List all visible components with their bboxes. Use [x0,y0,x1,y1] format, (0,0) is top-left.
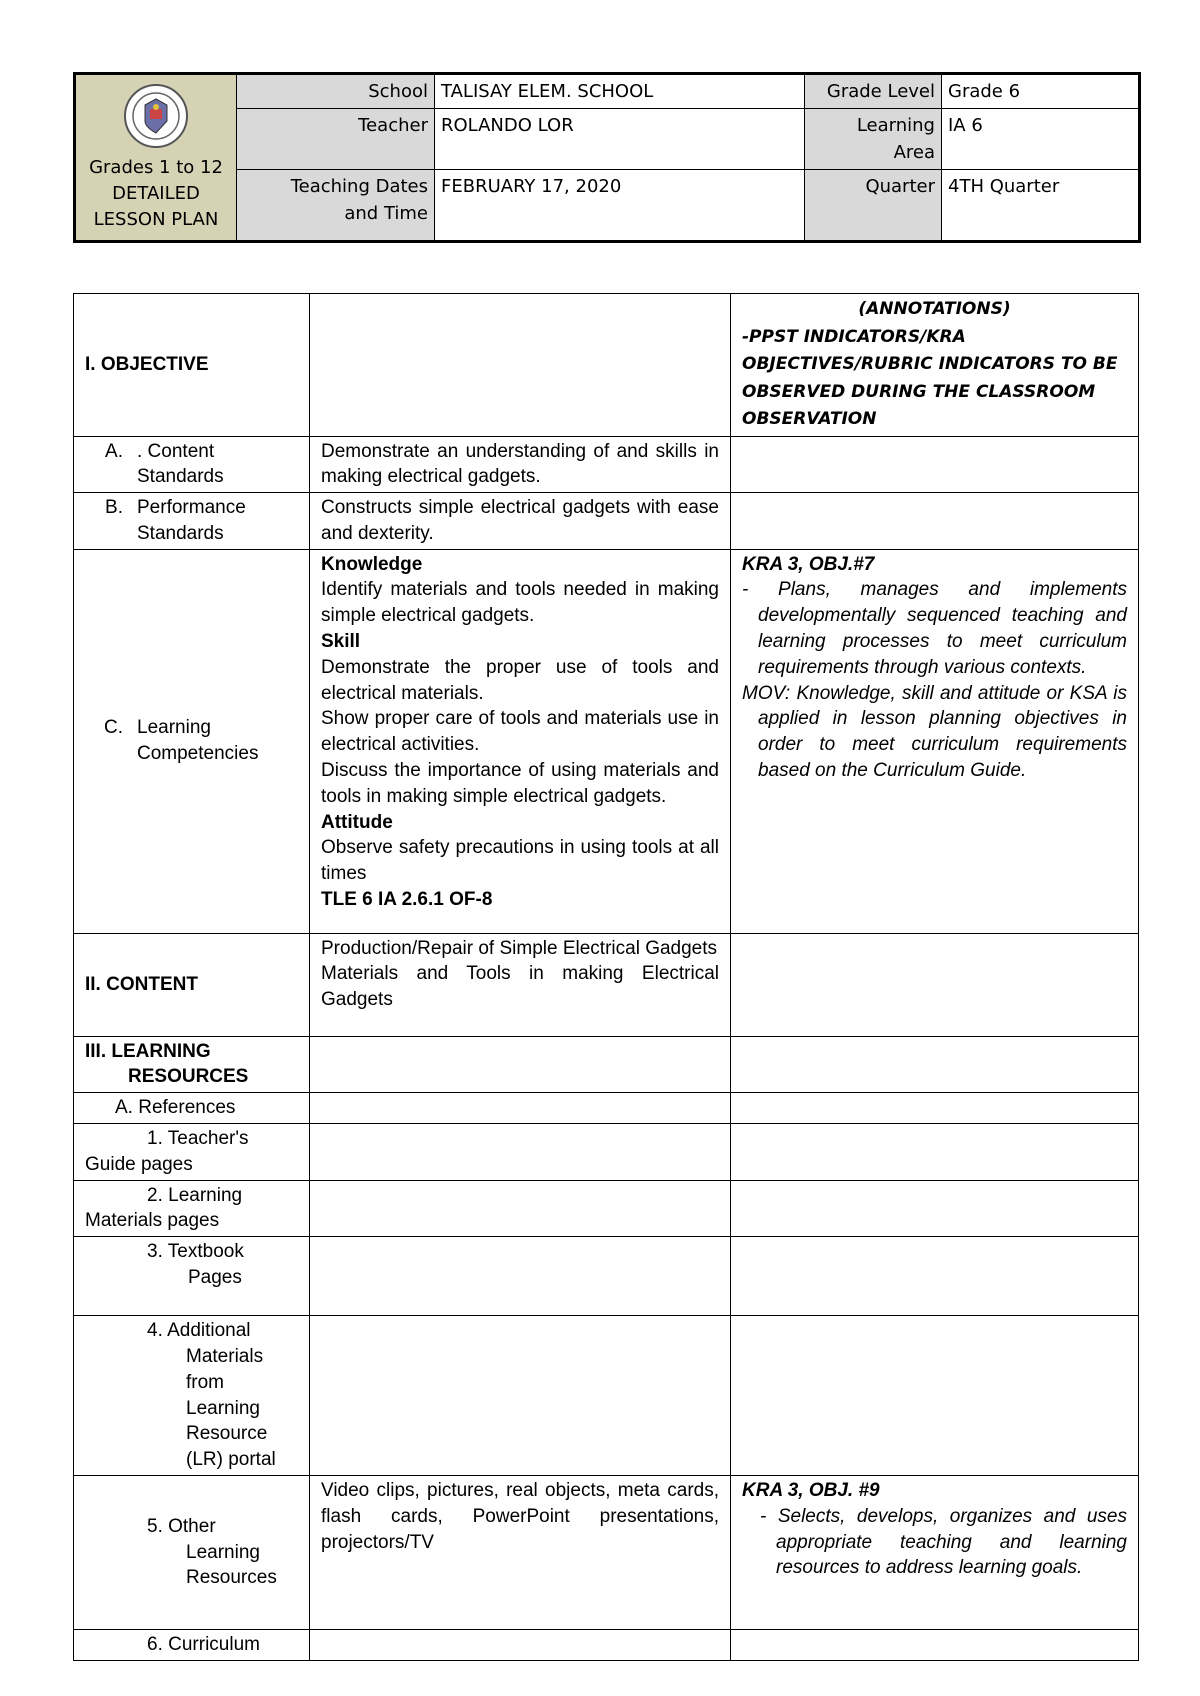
curriculum-label-text: 6. Curriculum [147,1634,260,1656]
performance-standards-label [74,493,310,550]
learning-resources-heading-line-2: RESOURCES [128,1066,249,1088]
kra-obj-7-heading: KRA 3, OBJ.#7 [742,553,875,575]
competency-code: TLE 6 IA 2.6.1 OF-8 [321,889,493,911]
additional-materials-row [74,1316,1139,1476]
curriculum-annotation [731,1630,1139,1661]
learning-materials-row [74,1180,1139,1237]
performance-standards-letter: B. [105,497,123,519]
objective-row [74,294,1139,437]
teaching-dates-label-line-1: Teaching Dates [290,176,428,197]
annotations-line-5: OBSERVATION [742,409,877,429]
learning-resources-row [74,1036,1139,1093]
learning-resources-content [310,1036,731,1093]
teaching-dates-label-line-2: and Time [344,203,428,224]
learning-area-value: IA 6 [942,109,1140,170]
teaching-dates-value: FEBRUARY 17, 2020 [435,170,805,242]
additional-materials-line-5: Resource [186,1423,268,1445]
references-row [74,1093,1139,1124]
textbook-line-2: Pages [188,1267,242,1289]
skill-text-3: Discuss the importance of using materials and tools in making simple electrical gadgets. [321,760,719,807]
kra-obj-9-text: - Selects, develops, organizes and uses appropriate teaching and learning resources to address learning goals. [760,1505,1127,1579]
learning-competencies-label-line-1: Learning [137,717,211,739]
annotations-cell [731,294,1139,437]
performance-standards-annotation [731,493,1139,550]
performance-standards-row [74,493,1139,550]
annotations-line-2: -PPST INDICATORS/KRA [742,326,966,347]
deped-seal-icon [123,83,189,149]
content-heading: II. CONTENT [74,933,310,1036]
teacher-value: ROLANDO LOR [435,109,805,170]
annotations-line-4: OBSERVED DURING THE CLASSROOM [742,381,1096,402]
knowledge-heading: Knowledge [321,553,423,575]
teachers-guide-row [74,1124,1139,1181]
teachers-guide-label [74,1124,310,1181]
objective-heading: I. OBJECTIVE [74,294,310,437]
teachers-guide-content [310,1124,731,1181]
skill-heading: Skill [321,631,361,653]
textbook-content [310,1237,731,1316]
content-text-2: Materials and Tools in making Electrical Gadgets [321,963,719,1011]
objective-content-cell [310,294,731,437]
logo-line-3: LESSON PLAN [93,208,219,230]
content-text [310,933,731,1036]
curriculum-row [74,1630,1139,1661]
kra-obj-7-text: - Plans, manages and implements developmentally sequenced teaching and learning processes to meet curriculum requirements through various contexts. [742,579,1127,678]
teaching-dates-label [237,170,435,242]
content-standards-label-line-2: Standards [137,466,224,488]
content-text-1: Production/Repair of Simple Electrical Gadgets [321,937,718,959]
content-standards-text: Demonstrate an understanding of and skills in making electrical gadgets. [310,436,731,493]
attitude-text: Observe safety precautions in using tools at all times [321,837,719,885]
other-learning-resources-line-3: Resources [186,1567,277,1589]
performance-standards-label-line-1: Performance [137,497,246,519]
teachers-guide-line-1: 1. Teacher's [147,1128,249,1150]
learning-resources-heading [74,1036,310,1093]
content-row [74,933,1139,1036]
curriculum-content [310,1630,731,1661]
additional-materials-annotation [731,1316,1139,1476]
textbook-row [74,1237,1139,1316]
learning-materials-annotation [731,1180,1139,1237]
kra-obj-9-heading: KRA 3, OBJ. #9 [742,1480,880,1502]
additional-materials-content [310,1316,731,1476]
learning-area-label-line-2: Area [893,142,935,163]
content-standards-letter: A. [105,440,123,462]
performance-standards-text: Constructs simple electrical gadgets with ease and dexterity. [310,493,731,550]
additional-materials-line-4: Learning [186,1397,260,1419]
annotations-line-3: OBJECTIVES/RUBRIC INDICATORS TO BE [742,354,1118,374]
learning-resources-annotation [731,1036,1139,1093]
attitude-heading: Attitude [321,811,393,833]
deped-logo-cell [75,74,237,242]
other-learning-resources-line-1: 5. Other [147,1515,216,1537]
learning-materials-content [310,1180,731,1237]
additional-materials-line-2: Materials [186,1346,264,1368]
additional-materials-line-1: 4. Additional [147,1320,251,1342]
textbook-line-1: 3. Textbook [147,1241,244,1263]
learning-area-label [805,109,942,170]
knowledge-text: Identify materials and tools needed in making simple electrical gadgets. [321,579,719,627]
logo-line-2: DETAILED [112,182,200,204]
skill-text-2: Show proper care of tools and materials use in electrical activities. [321,708,719,756]
other-learning-resources-row [74,1476,1139,1630]
learning-materials-label [74,1180,310,1237]
other-learning-resources-label [74,1476,310,1630]
school-value: TALISAY ELEM. SCHOOL [435,74,805,109]
skill-text-1: Demonstrate the proper use of tools and electrical materials. [321,656,719,704]
references-label [74,1093,310,1124]
mov-text: MOV: Knowledge, skill and attitude or KSA is applied in lesson planning objectives in order to meet curriculum requirements based on the Curriculum Guide. [742,682,1127,782]
references-content [310,1093,731,1124]
learning-competencies-row [74,549,1139,933]
header-table [73,72,1141,243]
other-learning-resources-annotation [731,1476,1139,1630]
learning-materials-line-1: 2. Learning [147,1184,243,1206]
learning-competencies-letter: C. [104,717,123,739]
learning-competencies-annotation [731,549,1139,933]
annotations-line-1: (ANNOTATIONS) [858,299,1011,319]
textbook-label [74,1237,310,1316]
teacher-label: Teacher [237,109,435,170]
content-standards-label-line-1: . Content [137,440,215,462]
other-learning-resources-line-2: Learning [186,1541,260,1563]
other-learning-resources-text: Video clips, pictures, real objects, meta cards, flash cards, PowerPoint presentations, projectors/TV [310,1476,731,1630]
content-standards-label [74,436,310,493]
learning-competencies-text [310,549,731,933]
learning-competencies-label [74,549,310,933]
additional-materials-line-3: from [186,1371,224,1393]
curriculum-label [74,1630,310,1661]
teachers-guide-line-2: Guide pages [85,1153,193,1175]
learning-area-label-line-1: Learning [856,115,935,136]
grade-level-value: Grade 6 [942,74,1140,109]
logo-line-1: Grades 1 to 12 [89,156,223,178]
school-label: School [237,74,435,109]
quarter-value: 4TH Quarter [942,170,1140,242]
learning-materials-line-2: Materials pages [85,1210,220,1232]
grade-level-label: Grade Level [805,74,942,109]
quarter-label: Quarter [805,170,942,242]
content-standards-annotation [731,436,1139,493]
learning-competencies-label-line-2: Competencies [137,743,259,765]
learning-resources-heading-line-1: III. LEARNING [85,1040,211,1062]
references-annotation [731,1093,1139,1124]
content-annotation [731,933,1139,1036]
textbook-annotation [731,1237,1139,1316]
additional-materials-label [74,1316,310,1476]
references-label-text: A. References [115,1097,236,1119]
teachers-guide-annotation [731,1124,1139,1181]
additional-materials-line-6: (LR) portal [186,1449,276,1471]
lesson-plan-table [73,293,1139,1661]
performance-standards-label-line-2: Standards [137,522,224,544]
content-standards-row [74,436,1139,493]
